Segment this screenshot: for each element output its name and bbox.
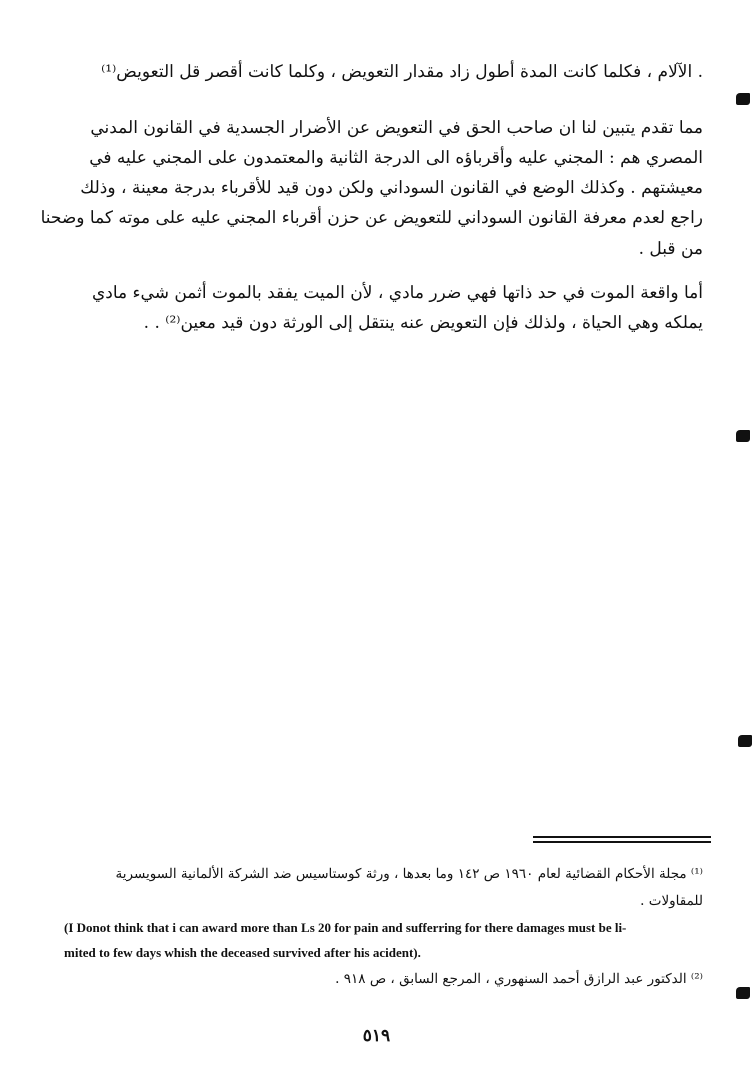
footnote-1-line-2: للمقاولات . xyxy=(640,893,703,909)
body-line-5: من قبل . xyxy=(638,239,703,259)
footnote-2: ⁽²⁾ الدكتور عبد الرازق أحمد السنهوري ، المرجع السابق ، ص ٩١٨ . xyxy=(335,971,703,987)
body-line-6: أما واقعة الموت في حد ذاتها فهي ضرر مادي ، لأن الميت يفقد بالموت أثمن شيء مادي xyxy=(91,283,703,303)
body-line-7: يملكه وهي الحياة ، ولذلك فإن التعويض عنه ينتقل إلى الورثة دون قيد معين⁽²⁾ . . xyxy=(143,313,703,333)
scan-edge-mark xyxy=(736,93,750,105)
scan-edge-mark xyxy=(738,735,752,747)
footnote-1-line-1: ⁽¹⁾ مجلة الأحكام القضائية لعام ١٩٦٠ ص ١٤٢ وما بعدها ، ورثة كوستاسيس ضد الشركة الألمانية السويسرية xyxy=(115,866,703,882)
body-line-2: المصري هم : المجني عليه وأقرباؤه الى الدرجة الثانية والمعتمدون على المجني عليه في xyxy=(89,148,703,168)
body-line-1: مما تقدم يتبين لنا ان صاحب الحق في التعويض عن الأضرار الجسدية في القانون المدني xyxy=(90,118,703,138)
footnote-rule-bottom xyxy=(533,841,711,843)
scan-edge-mark xyxy=(736,987,750,999)
page-number: ٥١٩ xyxy=(362,1026,391,1046)
body-line-4: راجع لعدم معرفة القانون السوداني للتعويض عن حزن أقرباء المجني عليه على موته كما وضحنا xyxy=(40,208,703,228)
body-line-3: معيشتهم . وكذلك الوضع في القانون السوداني ولكن دون قيد للأقرباء بدرجة معينة ، وذلك xyxy=(80,178,703,198)
footnote-rule-top xyxy=(533,836,711,838)
scan-edge-mark xyxy=(736,430,750,442)
footnote-1-english-line-1: (I Donot think that i can award more than Ls 20 for pain and sufferring for there damages must be li- xyxy=(64,920,627,935)
footnote-1-english-line-2: mited to few days whish the deceased survived after his acident). xyxy=(64,945,421,960)
body-line-0: . الآلام ، فكلما كانت المدة أطول زاد مقدار التعويض ، وكلما كانت أقصر قل التعويض⁽¹⁾ xyxy=(101,62,703,82)
